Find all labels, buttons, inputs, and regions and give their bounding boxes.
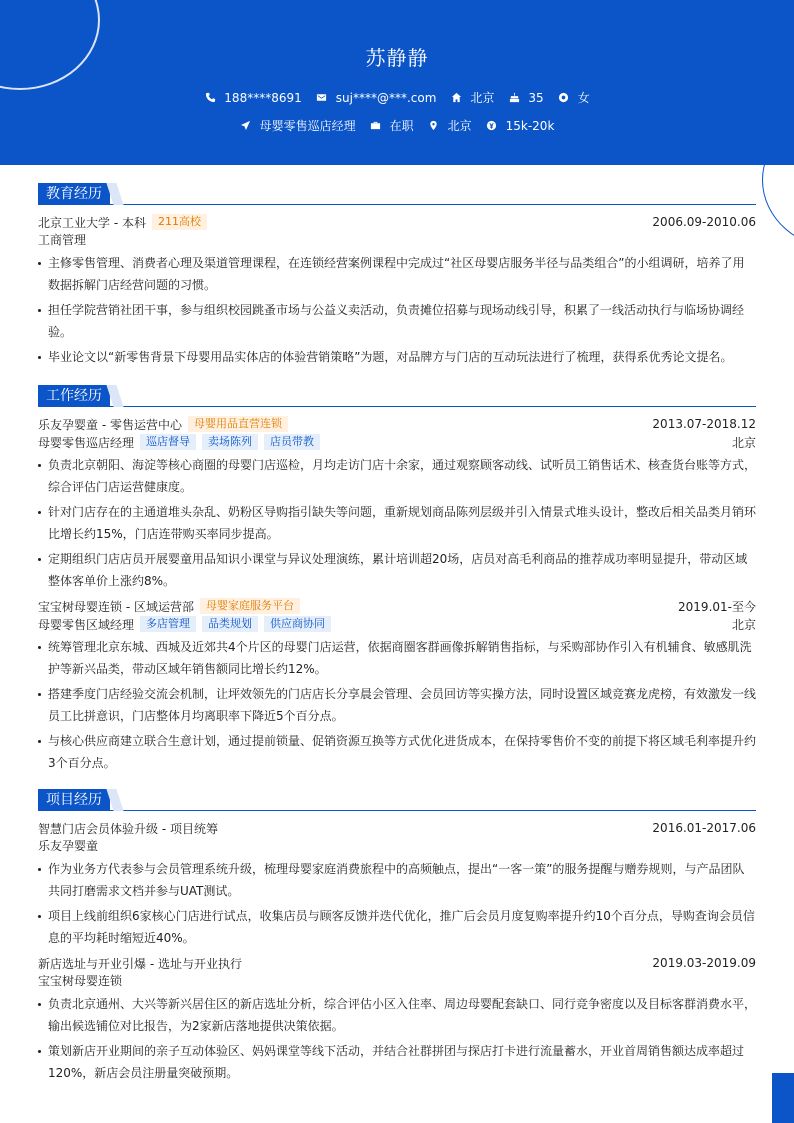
list-item: 项目上线前组织6家核心门店进行试点，收集店员与顾客反馈并迭代优化，推广后会员月度复购率提升约10个百分点，导购查询会员信息的平均耗时缩短近40%。: [38, 906, 756, 949]
role-tag: 巡店督导: [140, 434, 196, 450]
project-section: [38, 789, 756, 1084]
job-role-row: [38, 615, 756, 633]
project-entry-header: [38, 819, 756, 837]
list-item: 主修零售管理、消费者心理及渠道管理课程，在连锁经营案例课程中完成过“社区母婴店服务半径与品类组合”的小组调研，培养了用数据拆解门店经营问题的习惯。: [38, 253, 756, 296]
age-item: [508, 89, 543, 106]
job-city: 北京: [731, 435, 756, 450]
job-entry-header: [38, 415, 756, 433]
job-role: 母婴零售巡店经理: [38, 435, 135, 450]
project-company: 乐友孕婴童: [38, 839, 99, 853]
section-header: [38, 789, 756, 811]
salary-text: 15k-20k: [505, 118, 555, 133]
list-item: 负责北京通州、大兴等新兴居住区的新店选址分析，综合评估小区入住率、周边母婴配套缺口、同行竞争密度以及目标客群消费水平，输出候选铺位对比报告，为2家新店落地提供决策依据。: [38, 994, 756, 1037]
email-item: [316, 89, 437, 106]
gender-text: 女: [577, 91, 590, 105]
job-city: 北京: [731, 617, 756, 632]
decorative-corner-block: [772, 1073, 794, 1123]
phone-text: 188****8691: [224, 90, 302, 105]
project-date: 2016.01-2017.06: [652, 821, 756, 835]
section-title: 项目经历: [38, 789, 110, 811]
list-item: 定期组织门店店员开展婴童用品知识小课堂与异议处理演练，累计培训超20场，店员对高毛利商品的推荐成功率明显提升，带动区域整体客单价上涨约8%。: [38, 549, 756, 592]
list-item: 毕业论文以“新零售背景下母婴用品实体店的体验营销策略”为题，对品牌方与门店的互动玩法进行了梳理，获得系优秀论文提名。: [38, 347, 756, 369]
list-item: 针对门店存在的主通道堆头杂乱、奶粉区导购指引缺失等问题，重新规划商品陈列层级并引入情景式堆头设计，整改后相关品类月销环比增长约15%，门店连带购买率同步提高。: [38, 502, 756, 545]
phone-icon: [204, 92, 216, 104]
education-bullets: [38, 253, 756, 369]
company-tag: 母婴家庭服务平台: [200, 598, 300, 614]
company-tag: 母婴用品直营连锁: [188, 416, 288, 432]
project-name: 新店选址与开业引爆 - 选址与开业执行: [38, 956, 242, 971]
section-header: [38, 183, 756, 205]
target-city-item: [428, 117, 472, 134]
status-item: [370, 117, 414, 134]
section-header: [38, 385, 756, 407]
school-name: 北京工业大学 - 本科: [38, 215, 146, 230]
salary-item: [486, 117, 555, 134]
age-text: 35: [528, 90, 544, 105]
project-company: 宝宝树母婴连锁: [38, 974, 123, 988]
job-role: 母婴零售区域经理: [38, 617, 135, 632]
cake-icon: [508, 92, 520, 104]
job-bullets: [38, 637, 756, 774]
project-bullets: [38, 994, 756, 1084]
home-icon: [450, 92, 462, 104]
list-item: 担任学院营销社团干事，参与组织校园跳蚤市场与公益义卖活动，负责摊位招募与现场动线引导，积累了一线活动执行与临场协调经验。: [38, 300, 756, 343]
list-item: 统筹管理北京东城、西城及近郊共4个片区的母婴门店运营，依据商圈客群画像拆解销售指标，与采购部协作引入有机辅食、敏感肌洗护等新兴品类，带动区域年销售额同比增长约12%。: [38, 637, 756, 680]
role-tag: 品类规划: [202, 616, 258, 632]
resume-header: [0, 0, 794, 165]
briefcase-icon: [370, 120, 382, 132]
map-pin-icon: [428, 120, 440, 132]
company-name: 宝宝树母婴连锁 - 区域运营部: [38, 599, 194, 614]
list-item: 负责北京朝阳、海淀等核心商圈的母婴门店巡检，月均走访门店十余家，通过观察顾客动线、试听员工销售话术、核查货台账等方式，综合评估门店运营健康度。: [38, 455, 756, 498]
project-bullets: [38, 859, 756, 949]
major: 工商管理: [38, 233, 87, 247]
send-icon: [240, 120, 252, 132]
job-entry-header: [38, 597, 756, 615]
phone-item: [204, 89, 301, 106]
role-tag: 店员带教: [264, 434, 320, 450]
email-text: suj****@***.com: [335, 90, 437, 105]
company-name: 乐友孕婴童 - 零售运营中心: [38, 417, 182, 432]
section-title: 教育经历: [38, 183, 110, 205]
mail-icon: [316, 92, 328, 104]
project-name: 智慧门店会员体验升级 - 项目统筹: [38, 821, 218, 836]
education-date: 2006.09-2010.06: [652, 215, 756, 229]
list-item: 作为业务方代表参与会员管理系统升级，梳理母婴家庭消费旅程中的高频触点，提出“一客一策”的服务提醒与赠券规则，与产品团队共同打磨需求文档并参与UAT测试。: [38, 859, 756, 902]
job-date: 2013.07-2018.12: [652, 417, 756, 431]
project-date: 2019.03-2019.09: [652, 956, 756, 970]
section-title: 工作经历: [38, 385, 110, 407]
contact-row: [0, 89, 794, 106]
list-item: 搭建季度门店经验交流会机制，让坪效领先的门店店长分享晨会管理、会员回访等实操方法，同时设置区域竞赛龙虎榜，有效激发一线员工比拼意识，门店整体月均离职率下降近5个百分点。: [38, 684, 756, 727]
school-tag: 211高校: [152, 214, 207, 230]
education-entry-header: [38, 213, 756, 231]
role-tag: 供应商协同: [264, 616, 331, 632]
role-tag: 卖场陈列: [202, 434, 258, 450]
position-text: 母婴零售巡店经理: [259, 119, 356, 133]
job-date: 2019.01-至今: [678, 599, 756, 614]
gender-item: [558, 89, 590, 106]
list-item: 策划新店开业期间的亲子互动体验区、妈妈课堂等线下活动，并结合社群拼团与探店打卡进行流量蓄水，开业首周销售额达成率超过120%，新店会员注册量突破预期。: [38, 1041, 756, 1084]
status-text: 在职: [389, 119, 414, 133]
money-icon: [486, 120, 498, 132]
education-section: [38, 183, 756, 369]
project-entry-header: [38, 954, 756, 972]
gender-icon: [558, 92, 570, 104]
job-intent-row: [0, 117, 794, 134]
work-section: [38, 385, 756, 774]
role-tag: 多店管理: [140, 616, 196, 632]
candidate-name: 苏静静: [365, 46, 429, 70]
position-item: [240, 117, 356, 134]
list-item: 与核心供应商建立联合生意计划，通过提前锁量、促销资源互换等方式优化进货成本，在保持零售价不变的前提下将区域毛利率提升约3个百分点。: [38, 731, 756, 774]
job-role-row: [38, 433, 756, 451]
location-item: [450, 89, 494, 106]
job-bullets: [38, 455, 756, 592]
target-city-text: 北京: [447, 119, 472, 133]
location-text: 北京: [470, 91, 495, 105]
